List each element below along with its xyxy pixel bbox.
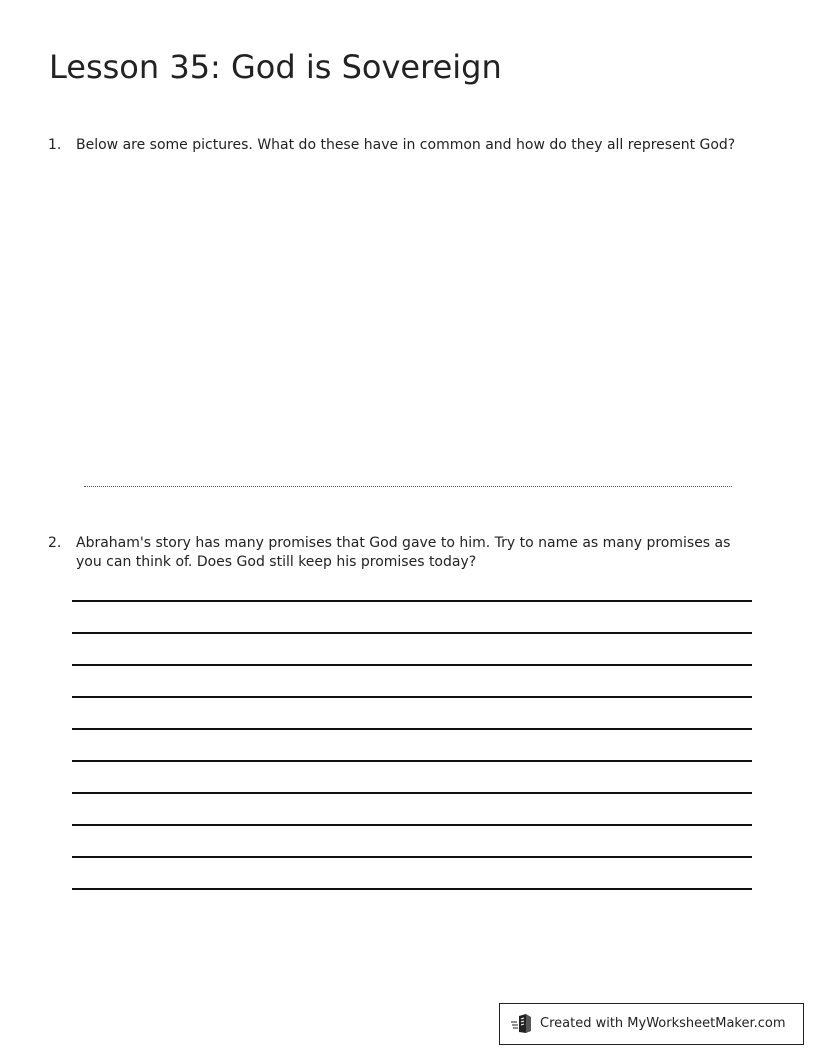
- question-2-text: Abraham's story has many promises that God gave to him. Try to name as many promises as you can think of. Does God still keep his promises today?: [76, 535, 731, 570]
- footer-badge[interactable]: [499, 1003, 804, 1045]
- answer-line: [72, 728, 752, 730]
- question-1-number: 1.: [48, 137, 62, 153]
- answer-line: [72, 664, 752, 666]
- footer-text: Created with MyWorksheetMaker.com: [540, 1016, 786, 1031]
- answer-line: [72, 696, 752, 698]
- answer-line: [72, 632, 752, 634]
- question-2: [48, 534, 768, 574]
- answer-line: [72, 792, 752, 794]
- question-1-text: Below are some pictures. What do these have in common and how do they all represent God?: [76, 137, 736, 153]
- answer-line: [72, 760, 752, 762]
- answer-line: [72, 888, 752, 890]
- answer-line: [72, 600, 752, 602]
- question-2-number: 2.: [48, 535, 62, 551]
- question-1-dotted-answer-line: [84, 486, 732, 487]
- question-1: [48, 136, 768, 156]
- answer-line: [72, 824, 752, 826]
- page-title: Lesson 35: God is Sovereign: [49, 48, 502, 86]
- answer-line: [72, 856, 752, 858]
- worksheet-maker-logo-icon: [510, 1013, 534, 1035]
